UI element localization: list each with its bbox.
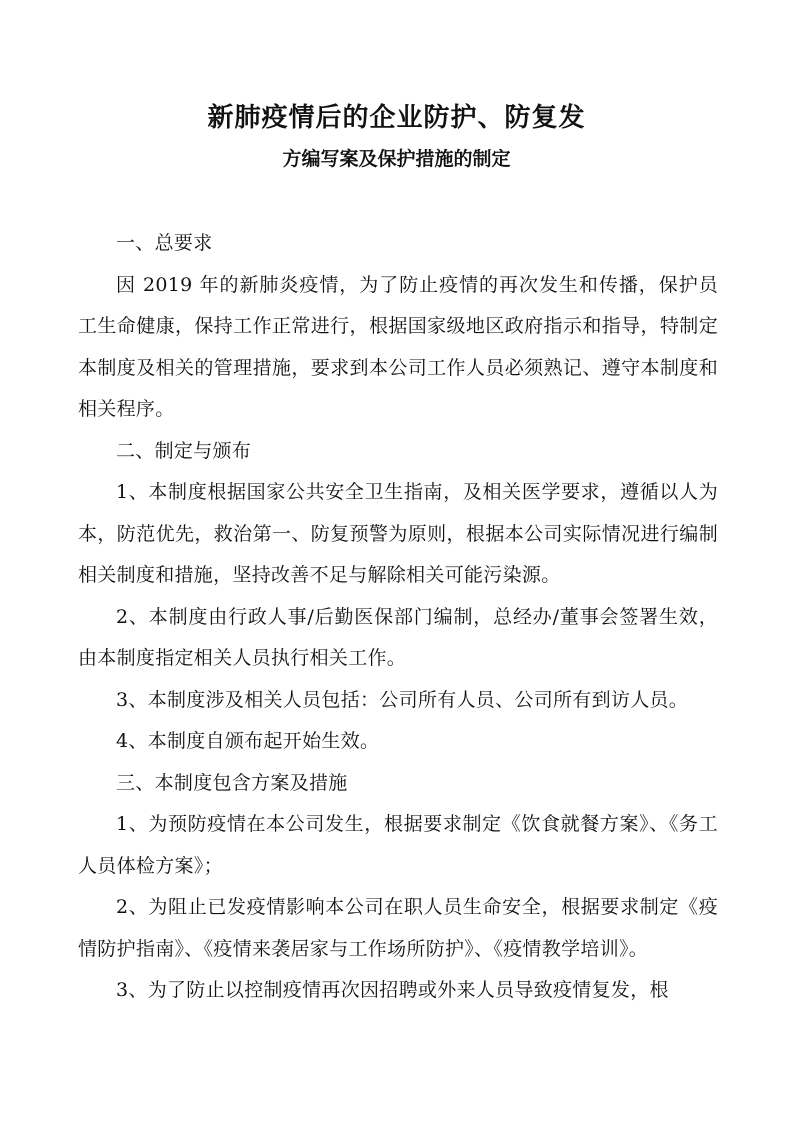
section-1-heading: 一、总要求 <box>116 232 213 254</box>
document-subtitle: 方编写案及保护措施的制定 <box>282 148 511 170</box>
section-2-item-3: 3、本制度涉及相关人员包括：公司所有人员、公司所有到访人员。 <box>116 688 689 711</box>
section-2-item-2: 2、本制度由行政人事/后勤医保部门编制，总经办/董事会签署生效，由本制度指定相关人员执行相关工作。 <box>78 605 718 669</box>
section-3-item-1: 1、为预防疫情在本公司发生，根据要求制定《饮食就餐方案》、《务工人员体检方案》； <box>78 813 718 877</box>
section-2-item-4: 4、本制度自颁布起开始生效。 <box>116 730 380 752</box>
section-3-heading: 三、本制度包含方案及措施 <box>116 771 348 794</box>
section-1-paragraph: 因 2019 年的新肺炎疫情，为了防止疫情的再次发生和传播，保护员工生命健康，保持工作正常进行，根据国家级地区政府指示和指导，特制定本制度及相关的管理措施，要求到本公司工作人员必须熟记、遵守本制度和相关程序。 <box>78 273 718 420</box>
section-2-heading: 二、制定与颁布 <box>116 439 252 462</box>
document-title: 新肺疫情后的企业防护、防复发 <box>207 103 586 133</box>
document-body <box>78 223 718 1012</box>
section-3-item-3: 3、为了防止以控制疫情再次因招聘或外来人员导致疫情复发，根 <box>116 979 669 1001</box>
section-3-item-2: 2、为阻止已发疫情影响本公司在职人员生命安全，根据要求制定《疫情防护指南》、《疫情来袭居家与工作场所防护》、《疫情教学培训》。 <box>78 896 718 960</box>
section-2-item-1: 1、本制度根据国家公共安全卫生指南，及相关医学要求，遵循以人为本，防范优先，救治第一、防复预警为原则，根据本公司实际情况进行编制相关制度和措施，坚持改善不足与解除相关可能污染源。 <box>78 481 718 586</box>
